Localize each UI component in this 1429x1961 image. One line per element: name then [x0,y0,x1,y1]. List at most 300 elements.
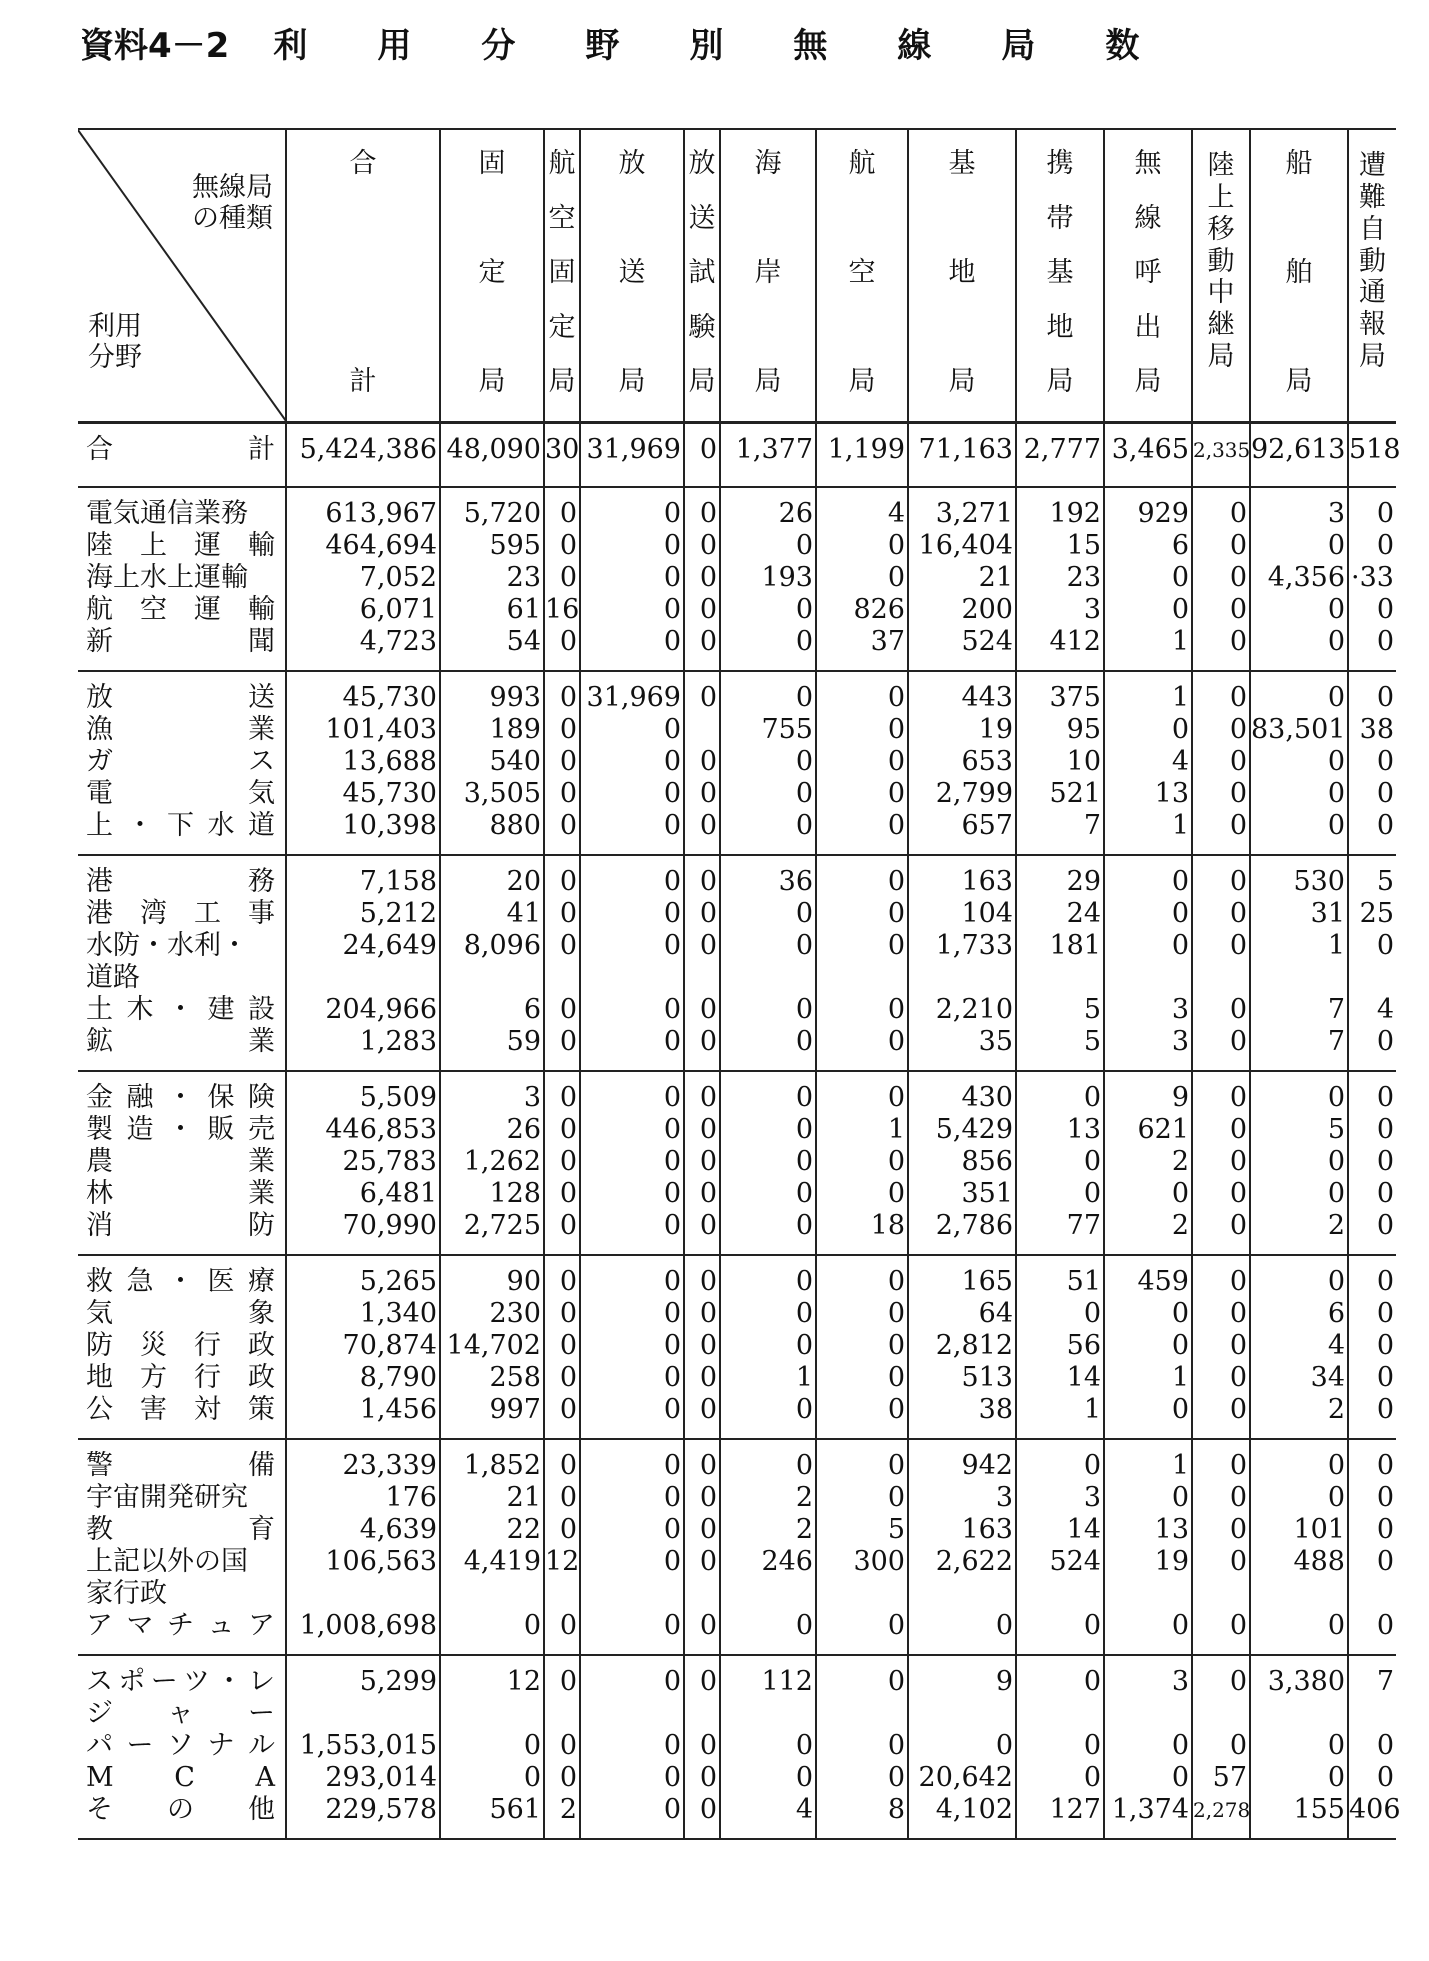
table-cell: 0 [1171,594,1189,625]
table-cell: 5,720 [463,498,541,529]
table-row-group [78,1255,1396,1439]
field-label [86,1730,275,1762]
table-cell: 0 [663,994,681,1025]
table-cell: 0 [1327,778,1345,809]
table-cell: 0 [663,1330,681,1361]
table-cell: 0 [1376,810,1394,841]
value-column-coast [720,1655,816,1839]
field-label-part: パ [86,1730,113,1761]
value-column-aero-fixed [544,1439,580,1655]
value-column-aero [816,855,908,1071]
field-label-part: M [86,1762,114,1793]
column-header-portable-base [1016,129,1104,423]
table-cell: 0 [559,1082,577,1113]
table-cell: 1,283 [359,1026,437,1057]
table-cell: 621 [1137,1114,1189,1145]
table-cell: 0 [1376,1178,1394,1209]
column-header-char: 送 [618,257,646,288]
table-cell: 0 [663,530,681,561]
column-header-char: 局 [688,366,716,397]
field-label-part: A [255,1762,275,1793]
field-label-part: 聞 [248,626,275,657]
field-label-part: ・ [167,1082,194,1113]
table-cell: 155 [1293,1794,1345,1825]
field-label-part: 電 [86,778,113,809]
table-cell: 26 [506,1114,541,1145]
table-cell: 1 [1083,1394,1101,1425]
field-label-part: 行 [194,1330,221,1361]
field-labels [78,1071,286,1255]
field-label-part: 保 [207,1082,235,1113]
total-fixed: 48,090 [440,423,544,488]
value-column-ship [1250,1255,1348,1439]
table-cell: 0 [1376,1514,1394,1545]
field-label-part: C [174,1762,195,1793]
table-cell: 7,052 [359,562,437,593]
table-cell: 16,404 [918,530,1013,561]
table-cell: 300 [853,1546,905,1577]
table-cell [685,962,717,994]
field-label-part: 医 [207,1266,235,1297]
field-label [86,994,275,1026]
table-cell: 0 [1229,994,1247,1025]
table-cell: 1 [887,1114,905,1145]
table-cell: 0 [795,746,813,777]
total-row [78,423,1396,488]
table-cell [721,962,813,994]
field-label-part: 救 [86,1266,113,1297]
field-label [86,1394,275,1426]
table-cell: 0 [887,930,905,961]
table-cell: 0 [887,1026,905,1057]
table-cell: 3 [995,1482,1013,1513]
table-cell: 24,649 [342,930,437,961]
value-column-aero-fixed [544,1655,580,1839]
table-cell: 0 [663,778,681,809]
column-header-char: 無 [1134,148,1162,179]
column-header-char: 局 [1134,366,1162,397]
table-cell: 657 [961,810,1013,841]
table-cell: 104 [961,898,1013,929]
table-cell: 4,356 [1267,562,1345,593]
table-cell: 31,969 [586,682,681,713]
column-header-char: 局 [848,366,876,397]
field-label [86,530,275,562]
field-label-part: 災 [140,1330,167,1361]
table-cell: 5,509 [359,1082,437,1113]
field-label-part: 航 [86,594,113,625]
table-cell: 18 [870,1210,905,1241]
table-cell: 0 [887,1146,905,1177]
table-cell: 0 [663,1146,681,1177]
table-cell: 0 [559,1146,577,1177]
field-label-part: 運 [194,594,221,625]
value-column-broadcast [580,855,684,1071]
value-column-coast [720,855,816,1071]
table-cell: 0 [1229,714,1247,745]
field-label-part: 下 [167,810,194,841]
table-cell: 0 [663,1762,681,1793]
field-label-part: 政 [248,1362,275,1393]
column-header-char: 帯 [1046,202,1074,234]
table-cell: 0 [1229,746,1247,777]
table-cell: 0 [663,1026,681,1057]
table-cell: 0 [795,1026,813,1057]
table-cell [1017,962,1101,994]
table-cell: 4 [1376,994,1394,1025]
table-cell: 0 [663,1082,681,1113]
field-label-part: ツ [183,1666,211,1697]
table-cell: 29 [1066,866,1101,897]
value-column-distress [1348,1071,1396,1255]
value-column-portable-base [1016,487,1104,671]
table-cell: 0 [523,1730,541,1761]
table-cell: 0 [559,1362,577,1393]
column-header-char: 遭 [1359,150,1386,181]
table-cell: 5,265 [359,1266,437,1297]
table-cell: 459 [1137,1266,1189,1297]
table-cell: 10,398 [342,810,437,841]
field-label-part: 行 [194,1362,221,1393]
table-cell: 0 [1376,1082,1394,1113]
field-label-part: 地 [86,1362,113,1393]
table-cell: 0 [795,1330,813,1361]
field-label-part: 消 [86,1210,113,1241]
table-cell: 0 [559,1330,577,1361]
table-cell [685,1578,717,1610]
table-cell: 0 [1327,746,1345,777]
field-label-part: ナ [207,1730,235,1761]
table-cell: 0 [795,994,813,1025]
field-label-part: 電気通信業務 [86,498,248,529]
table-cell [1193,1698,1247,1730]
table-cell [1193,962,1247,994]
table-cell: 0 [699,562,717,593]
field-label-part: チ [167,1610,194,1641]
table-cell: 64 [978,1298,1013,1329]
field-label-part: 警 [86,1450,113,1481]
table-cell: 1,008,698 [299,1610,437,1641]
table-cell [287,1578,437,1610]
table-cell: 0 [1229,1514,1247,1545]
field-label-part: 政 [248,1330,275,1361]
table-cell: 0 [887,898,905,929]
field-label [86,498,275,530]
field-label-part: 輸 [248,530,275,561]
field-label-part: 上記以外の国 [86,1546,248,1577]
table-cell: 51 [1066,1266,1101,1297]
table-cell: 0 [1083,1146,1101,1177]
table-row-group [78,1439,1396,1655]
field-label-part: 険 [248,1082,275,1113]
total-label-char: 合 [86,434,113,465]
table-cell: 0 [887,746,905,777]
value-column-broadcast [580,1071,684,1255]
value-column-fixed [440,1255,544,1439]
value-column-distress [1348,1655,1401,1839]
title-char: 分 [481,26,516,66]
table-cell: 561 [489,1794,541,1825]
table-cell [1105,1698,1189,1730]
value-column-base [908,487,1016,671]
table-cell: 0 [887,1362,905,1393]
table-cell: 0 [699,1266,717,1297]
column-header-char: 局 [1359,341,1386,373]
value-column-base [908,1439,1016,1655]
table-cell: 3 [1171,994,1189,1025]
value-column-aero [816,671,908,855]
table-cell: 59 [506,1026,541,1057]
table-cell: 0 [1229,1610,1247,1641]
table-cell: 0 [1083,1178,1101,1209]
table-cell: 0 [699,1082,717,1113]
corner-bottom-line: 利用 [88,310,142,342]
table-cell: 0 [559,898,577,929]
table-cell: 0 [663,1114,681,1145]
table-body [78,423,1401,1840]
value-column-broadcast [580,671,684,855]
field-label-part: ー [126,1730,154,1761]
field-label-part: 上 [86,810,113,841]
table-cell [685,714,717,746]
table-cell: 0 [887,1482,905,1513]
value-column-ship [1250,671,1348,855]
table-cell: 70,874 [342,1330,437,1361]
table-cell: 0 [1229,1082,1247,1113]
value-column-aero [816,1071,908,1255]
field-label [86,1610,275,1642]
table-cell: 0 [1376,682,1394,713]
table-cell: 0 [559,1298,577,1329]
column-header-char: 局 [1285,366,1313,397]
total-label-char: 計 [248,434,275,465]
field-label [86,714,275,746]
table-cell: 229,578 [325,1794,437,1825]
field-label-part: 送 [248,682,275,713]
table-cell: 0 [1376,1394,1394,1425]
table-cell: 0 [1229,594,1247,625]
column-header-broadcast-test [684,129,720,423]
column-header-char: 自 [1359,213,1386,245]
table-cell: 21 [506,1482,541,1513]
table-cell: 0 [887,1666,905,1697]
table-cell [1017,1698,1101,1730]
table-cell: 0 [663,1178,681,1209]
table-cell: 4 [1327,1330,1345,1361]
table-cell: 56 [1066,1330,1101,1361]
table-cell: 0 [795,682,813,713]
field-labels [78,487,286,671]
total-aero-fixed: 30 [544,423,580,488]
field-label-part: 道路 [86,962,140,993]
table-cell: 0 [1229,1266,1247,1297]
field-label-part: 工 [194,898,221,929]
field-labels [78,671,286,855]
table-cell: 1,340 [359,1298,437,1329]
field-label [86,778,275,810]
field-label-part: 水 [207,810,235,841]
table-cell [1105,1578,1189,1610]
table-cell: 0 [795,1178,813,1209]
table-cell: 1,852 [463,1450,541,1481]
table-cell: 0 [1376,1450,1394,1481]
field-label-part: 建 [207,994,235,1025]
column-header-char: 空 [848,257,876,288]
table-cell: 0 [663,810,681,841]
table-cell: 0 [1171,1394,1189,1425]
field-label [86,1210,275,1242]
column-header-char: 通 [1359,277,1386,309]
table-cell: 0 [559,1026,577,1057]
table-cell: 4 [795,1794,813,1825]
table-cell: 0 [663,746,681,777]
table-cell: 0 [887,1610,905,1641]
total-distress: 518 [1348,423,1396,488]
value-column-broadcast-test [684,1655,720,1839]
table-cell: 0 [523,1762,541,1793]
table-cell: 1 [1171,1362,1189,1393]
field-label-part: 業 [248,1026,275,1057]
document-title [80,18,1209,67]
value-column-land-relay [1192,1655,1250,1839]
table-cell: 0 [1171,930,1189,961]
corner-bottom-line: 分野 [88,341,142,373]
table-cell: 0 [663,1666,681,1697]
table-row-group [78,1655,1396,1839]
table-cell: 1 [1171,810,1189,841]
value-column-paging [1104,1071,1192,1255]
field-label [86,1026,275,1058]
value-column-portable-base [1016,1439,1104,1655]
table-cell: 0 [1229,1482,1247,1513]
table-cell: 0 [795,898,813,929]
table-row-group [78,487,1396,671]
field-label-part: 象 [248,1298,275,1329]
table-cell: 2,812 [935,1330,1013,1361]
table-cell: 0 [1083,1730,1101,1761]
table-cell: 0 [1327,594,1345,625]
total-aero: 1,199 [816,423,908,488]
table-cell [1017,1578,1101,1610]
value-column-aero [816,1439,908,1655]
table-cell: 1 [795,1362,813,1393]
table-cell: 997 [489,1394,541,1425]
field-label-part: 急 [126,1266,154,1297]
table-cell: 165 [961,1266,1013,1297]
table-cell: 0 [1229,682,1247,713]
table-cell: 31 [1310,898,1345,929]
table-cell: 5 [1083,994,1101,1025]
table-cell: 7 [1083,810,1101,841]
value-column-fixed [440,855,544,1071]
table-cell: 200 [961,594,1013,625]
column-header-paging [1104,129,1192,423]
table-row-group [78,855,1396,1071]
title-char: 用 [377,26,412,66]
table-cell: 0 [1229,530,1247,561]
table-cell: 0 [699,1298,717,1329]
table-cell: 0 [887,1762,905,1793]
table-cell: 0 [1229,1298,1247,1329]
table-cell: 0 [559,746,577,777]
field-label-part: レ [247,1666,275,1697]
table-cell: 0 [1229,498,1247,529]
table-cell: 0 [559,562,577,593]
column-header-aero-fixed [544,129,580,423]
field-label [86,562,275,594]
table-cell: 595 [489,530,541,561]
table-cell: 0 [699,1330,717,1361]
table-row-group [78,1071,1396,1255]
table-cell: 0 [1229,1546,1247,1577]
title-char: 別 [689,26,724,66]
table-cell: 0 [699,866,717,897]
table-cell: 0 [1229,1114,1247,1145]
field-label-part: ガ [86,746,113,777]
field-label-part: 新 [86,626,113,657]
table-cell: 1,374 [1111,1794,1189,1825]
field-label [86,962,275,994]
value-column-land-relay [1192,671,1250,855]
column-header-char: 携 [1046,148,1074,179]
table-cell: 0 [887,1082,905,1113]
table-cell: 20 [506,866,541,897]
field-label-part: 海上水上運輸 [86,562,248,593]
table-cell: 0 [699,1482,717,1513]
column-header-char: 継 [1207,309,1235,341]
table-cell: 0 [559,714,577,745]
table-cell: 2,210 [935,994,1013,1025]
table-cell: 0 [1229,1394,1247,1425]
table-cell: 9 [995,1666,1013,1697]
title-label: 資料4－2 [80,26,230,66]
field-label [86,682,275,714]
table-cell: 258 [489,1362,541,1393]
table-cell: 0 [663,1210,681,1241]
value-column-ship [1250,1655,1348,1839]
table-cell: 0 [699,594,717,625]
table-cell: 0 [1171,1482,1189,1513]
value-column-ship [1250,1439,1348,1655]
table-cell: 2 [795,1482,813,1513]
field-label-part: 木 [126,994,154,1025]
value-column-aero-fixed [544,1071,580,1255]
total-coast: 1,377 [720,423,816,488]
field-label-part: 運 [194,530,221,561]
table-cell: 2,799 [935,778,1013,809]
column-header-char: 送 [688,202,716,234]
table-cell [545,1578,577,1610]
table-cell: 0 [559,1114,577,1145]
value-column-land-relay [1192,1071,1250,1255]
value-column-broadcast-test [684,855,720,1071]
table-cell: 0 [663,1394,681,1425]
table-cell [817,1578,905,1610]
table-cell: 412 [1049,626,1101,657]
column-header-char: 局 [478,366,506,397]
table-cell: 41 [506,898,541,929]
table-cell: 0 [1229,898,1247,929]
value-column-fixed [440,487,544,671]
value-column-paging [1104,487,1192,671]
table-cell: 0 [1229,1026,1247,1057]
table-cell: 0 [1083,1298,1101,1329]
table-cell: 0 [795,1610,813,1641]
table-cell: 3 [1083,1482,1101,1513]
table-cell [581,1578,681,1610]
table-cell: 5 [1083,1026,1101,1057]
table-cell [441,1698,541,1730]
